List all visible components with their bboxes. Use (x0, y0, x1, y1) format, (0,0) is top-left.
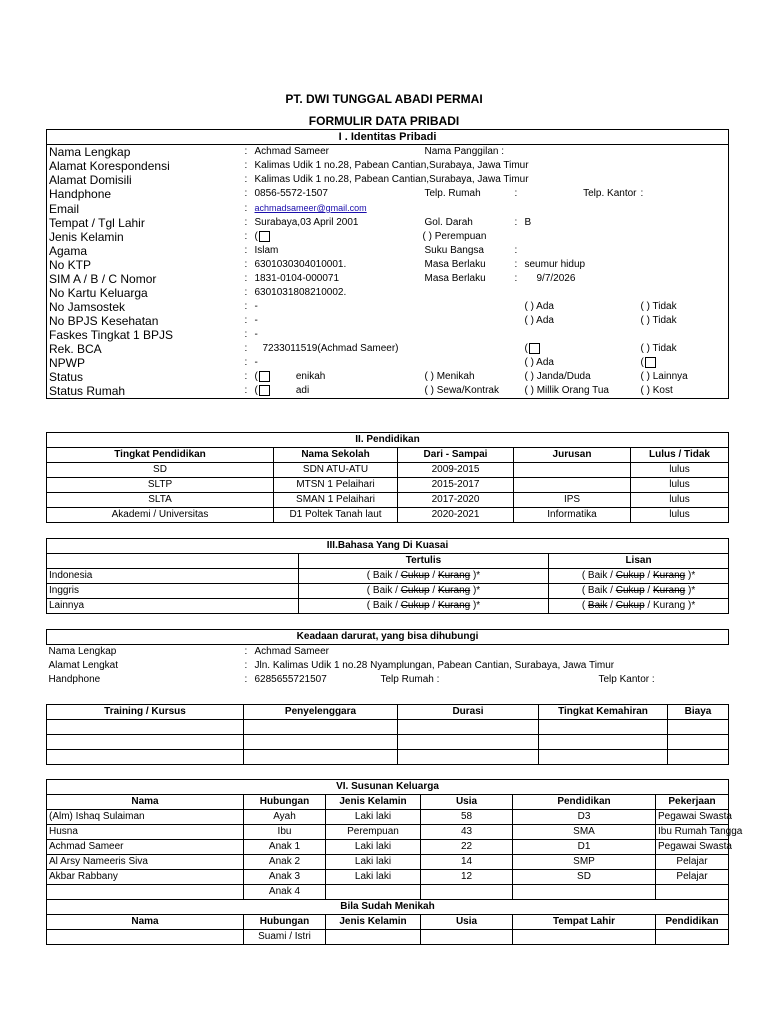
colon: : (640, 188, 644, 199)
edu-cell: Informatika (514, 508, 631, 523)
colon: : (244, 329, 248, 340)
masa-label: Masa Berlaku (424, 273, 486, 284)
family-cell: Pegawai Swasta (656, 840, 729, 855)
identity-table (46, 129, 729, 399)
belum-menikah-text: enikah (295, 371, 326, 382)
family-cell: Laki laki (326, 870, 421, 885)
family-cell (421, 885, 513, 900)
npwp-value[interactable]: - (254, 357, 258, 368)
education-table (46, 432, 729, 523)
table-row[interactable] (47, 720, 729, 735)
language-header: III.Bahasa Yang Di Kuasai (47, 539, 729, 554)
emergency-header: Keadaan darurat, yang bisa dihubungi (47, 630, 729, 645)
colon: : (514, 188, 518, 199)
email-label: Email (49, 201, 80, 216)
table-row[interactable] (47, 750, 729, 765)
family-cell: SMA (513, 825, 656, 840)
table-row (47, 478, 729, 493)
edu-col-lulus: Lulus / Tidak (631, 448, 729, 463)
family-col-pekerjaan: Pekerjaan (656, 795, 729, 810)
sewa-option[interactable]: ( ) Sewa/Kontrak (424, 385, 499, 396)
table-row (47, 508, 729, 523)
married-cell: Suami / Istri (244, 930, 326, 945)
training-col-biaya: Biaya (668, 705, 729, 720)
edu-col-jurusan: Jurusan (514, 448, 631, 463)
korespondensi-label: Alamat Korespondensi (49, 159, 170, 173)
panggilan-label: Nama Panggilan : (424, 146, 504, 157)
family-cell: D3 (513, 810, 656, 825)
emergency-alamat-label: Alamat Lengkat (48, 660, 118, 671)
family-cell: Ibu (244, 825, 326, 840)
rumah-label: Status Rumah (49, 384, 126, 398)
colon: : (514, 273, 518, 284)
laki-checkbox[interactable] (259, 231, 270, 242)
family-cell: Ibu Rumah Tangga (656, 825, 729, 840)
family-cell: Husna (47, 825, 244, 840)
suku-label: Suku Bangsa (424, 245, 484, 256)
company-name: PT. DWI TUNGGAL ABADI PERMAI (285, 92, 483, 106)
language-name: Indonesia (47, 569, 299, 584)
table-row (47, 584, 729, 599)
colon: : (244, 231, 248, 242)
tertulis-header: Tertulis (299, 554, 549, 569)
ttl-value[interactable]: Surabaya,03 April 2001 (254, 217, 359, 228)
family-col-hubungan: Hubungan (244, 795, 326, 810)
family-cell: Achmad Sameer (47, 840, 244, 855)
colon: : (514, 245, 518, 256)
edu-cell: SDN ATU-ATU (274, 463, 398, 478)
language-name: Inggris (47, 584, 299, 599)
bca-ada-checkbox[interactable] (529, 343, 540, 354)
masa-label: Masa Berlaku (424, 259, 486, 270)
family-cell: Laki laki (326, 855, 421, 870)
training-table (46, 704, 729, 765)
edu-cell: lulus (631, 478, 729, 493)
kk-label: No Kartu Keluarga (49, 286, 148, 300)
colon: : (244, 188, 248, 199)
edu-col-tingkat: Tingkat Pendidikan (47, 448, 274, 463)
bpjs-ada[interactable]: ( ) Ada (524, 315, 554, 326)
edu-cell: 2009-2015 (398, 463, 514, 478)
form-title: FORMULIR DATA PRIBADI (308, 114, 460, 128)
jamsostek-tidak[interactable]: ( ) Tidak (640, 301, 677, 312)
janda-option[interactable]: ( ) Janda/Duda (524, 371, 591, 382)
lisan-rating[interactable]: ( Baik / Cukup / Kurang )* (549, 584, 729, 599)
colon: : (244, 660, 248, 671)
colon: : (244, 301, 248, 312)
family-table (46, 779, 743, 945)
colon: : (244, 245, 248, 256)
agama-value[interactable]: Islam (254, 245, 279, 256)
edu-cell: SMAN 1 Pelaihari (274, 493, 398, 508)
emergency-telp-kantor: Telp Kantor : (598, 674, 655, 685)
tertulis-rating[interactable]: ( Baik / Cukup / Kurang )* (299, 599, 549, 614)
identity-header: I . Identitas Pribadi (47, 130, 729, 145)
family-cell (47, 885, 244, 900)
married-col-hubungan: Hubungan (244, 915, 326, 930)
colon: : (244, 385, 248, 396)
training-col-kemahiran: Tingkat Kemahiran (539, 705, 668, 720)
emergency-telp-rumah: Telp Rumah : (380, 674, 440, 685)
family-cell: 14 (421, 855, 513, 870)
colon: : (514, 259, 518, 270)
colon: : (244, 646, 248, 657)
faskes-label: Faskes Tingkat 1 BPJS (49, 328, 174, 342)
family-cell: Pelajar (656, 870, 729, 885)
jk-label: Jenis Kelamin (49, 230, 124, 244)
milik-ortu-option[interactable]: ( ) Millik Orang Tua (524, 385, 609, 396)
edu-cell: lulus (631, 508, 729, 523)
telp-kantor-label: Telp. Kantor (583, 188, 637, 199)
tertulis-rating[interactable]: ( Baik / Cukup / Kurang )* (299, 569, 549, 584)
edu-cell (514, 478, 631, 493)
family-header: VI. Susunan Keluarga (47, 780, 729, 795)
colon: : (244, 315, 248, 326)
married-cell (656, 930, 729, 945)
edu-cell: SLTA (47, 493, 274, 508)
bca-value[interactable]: 7233011519(Achmad Sameer) (262, 343, 399, 354)
jamsostek-ada[interactable]: ( ) Ada (524, 301, 554, 312)
korespondensi-value[interactable]: Kalimas Udik 1 no.28, Pabean Cantian,Surabaya, Jawa Timur (254, 160, 529, 171)
family-cell: 43 (421, 825, 513, 840)
colon: : (244, 160, 248, 171)
edu-col-dari: Dari - Sampai (398, 448, 514, 463)
edu-cell: Akademi / Universitas (47, 508, 274, 523)
table-row (47, 825, 729, 840)
colon: : (244, 287, 248, 298)
menikah-option[interactable]: ( ) Menikah (424, 371, 475, 382)
edu-cell: MTSN 1 Pelaihari (274, 478, 398, 493)
table-row (47, 569, 729, 584)
married-col-usia: Usia (421, 915, 513, 930)
colon: : (244, 371, 248, 382)
married-col-tempat: Tempat Lahir (513, 915, 656, 930)
milik-pribadi-text: adi (295, 385, 310, 396)
paren: ( (524, 343, 528, 354)
colon: : (244, 357, 248, 368)
emergency-hp-value[interactable]: 6285655721507 (254, 674, 327, 685)
table-row (47, 599, 729, 614)
ktp-label: No KTP (49, 258, 92, 272)
bpjs-label: No BPJS Kesehatan (49, 314, 159, 328)
family-cell: Perempuan (326, 825, 421, 840)
family-cell: SD (513, 870, 656, 885)
table-row (47, 885, 729, 900)
edu-col-sekolah: Nama Sekolah (274, 448, 398, 463)
married-header: Bila Sudah Menikah (47, 900, 729, 915)
married-col-jk: Jenis Kelamin (326, 915, 421, 930)
ktp-value[interactable]: 6301030304010001. (254, 259, 347, 270)
colon: : (244, 273, 248, 284)
edu-cell: 2017-2020 (398, 493, 514, 508)
jamsostek-value[interactable]: - (254, 301, 258, 312)
family-cell: Akbar Rabbany (47, 870, 244, 885)
kost-option[interactable]: ( ) Kost (640, 385, 673, 396)
bca-tidak[interactable]: ( ) Tidak (640, 343, 677, 354)
edu-cell: SLTP (47, 478, 274, 493)
edu-cell: D1 Poltek Tanah laut (274, 508, 398, 523)
family-col-jk: Jenis Kelamin (326, 795, 421, 810)
language-table (46, 538, 729, 614)
npwp-ada[interactable]: ( ) Ada (524, 357, 554, 368)
npwp-tidak-checkbox[interactable] (645, 357, 656, 368)
perempuan-option[interactable]: ( ) Perempuan (422, 231, 487, 242)
ttl-label: Tempat / Tgl Lahir (49, 216, 145, 230)
status-label: Status (49, 370, 84, 384)
education-header: II. Pendidikan (47, 433, 729, 448)
family-cell: D1 (513, 840, 656, 855)
table-row (47, 870, 729, 885)
family-cell: Al Arsy Nameeris Siva (47, 855, 244, 870)
lisan-rating[interactable]: ( Baik / Cukup / Kurang )* (549, 599, 729, 614)
faskes-value[interactable]: - (254, 329, 258, 340)
table-row[interactable] (47, 735, 729, 750)
married-cell (326, 930, 421, 945)
bca-label: Rek. BCA (49, 342, 102, 356)
training-col-penyelenggara: Penyelenggara (244, 705, 398, 720)
emergency-nama-label: Nama Lengkap (48, 646, 117, 657)
family-cell: 12 (421, 870, 513, 885)
lisan-header: Lisan (549, 554, 729, 569)
family-cell: Anak 3 (244, 870, 326, 885)
colon: : (244, 174, 248, 185)
married-cell (513, 930, 656, 945)
family-cell: Anak 4 (244, 885, 326, 900)
family-cell: Pegawai Swasta (656, 810, 729, 825)
colon: : (244, 146, 248, 157)
edu-cell: 2015-2017 (398, 478, 514, 493)
jk-paren: ( (254, 231, 258, 242)
lisan-rating[interactable]: ( Baik / Cukup / Kurang )* (549, 569, 729, 584)
married-col-nama: Nama (47, 915, 244, 930)
emergency-nama-value[interactable]: Achmad Sameer (254, 646, 329, 657)
family-col-pendidikan: Pendidikan (513, 795, 656, 810)
table-row (47, 463, 729, 478)
training-col-durasi: Durasi (398, 705, 539, 720)
edu-cell (514, 463, 631, 478)
bpjs-tidak[interactable]: ( ) Tidak (640, 315, 677, 326)
sim-masa-value[interactable]: 9/7/2026 (536, 273, 576, 284)
milik-pribadi-checkbox[interactable] (259, 385, 270, 396)
edu-cell: SD (47, 463, 274, 478)
family-cell: Pelajar (656, 855, 729, 870)
ktp-masa-value[interactable]: seumur hidup (524, 259, 586, 270)
paren: ( (254, 385, 258, 396)
kk-value[interactable]: 6301031808210002. (254, 287, 347, 298)
family-cell (513, 885, 656, 900)
nama-value[interactable]: Achmad Sameer (254, 146, 329, 157)
sim-value[interactable]: 1831-0104-000071 (254, 273, 340, 284)
family-cell: Laki laki (326, 840, 421, 855)
married-cell (47, 930, 244, 945)
goldarah-value[interactable]: B (524, 217, 532, 228)
family-cell (326, 885, 421, 900)
edu-cell: IPS (514, 493, 631, 508)
jamsostek-label: No Jamsostek (49, 300, 126, 314)
language-name: Lainnya (47, 599, 299, 614)
emergency-table (46, 629, 729, 687)
npwp-label: NPWP (49, 356, 85, 370)
family-cell: Laki laki (326, 810, 421, 825)
hp-label: Handphone (49, 187, 112, 201)
colon: : (244, 343, 248, 354)
lainnya-option[interactable]: ( ) Lainnya (640, 371, 688, 382)
paren: ( (254, 371, 258, 382)
domisili-value[interactable]: Kalimas Udik 1 no.28, Pabean Cantian,Surabaya, Jawa Timur (254, 174, 529, 185)
family-cell: 22 (421, 840, 513, 855)
family-cell (656, 885, 729, 900)
telp-rumah-label: Telp. Rumah (424, 188, 481, 199)
nama-label: Nama Lengkap (49, 145, 131, 159)
married-cell (421, 930, 513, 945)
table-row (47, 840, 729, 855)
colon: : (244, 674, 248, 685)
paren: ( (640, 357, 644, 368)
family-cell: (Alm) Ishaq Sulaiman (47, 810, 244, 825)
family-cell: Ayah (244, 810, 326, 825)
colon: : (514, 217, 518, 228)
table-row (47, 930, 729, 945)
colon: : (244, 217, 248, 228)
sim-label: SIM A / B / C Nomor (49, 272, 157, 286)
family-cell: SMP (513, 855, 656, 870)
family-cell: Anak 2 (244, 855, 326, 870)
family-cell: Anak 1 (244, 840, 326, 855)
bpjs-value[interactable]: - (254, 315, 258, 326)
edu-cell: 2020-2021 (398, 508, 514, 523)
edu-cell: lulus (631, 463, 729, 478)
training-col-kursus: Training / Kursus (47, 705, 244, 720)
email-link[interactable]: achmadsameer@gmail.com (254, 203, 367, 213)
married-col-pendidikan: Pendidikan (656, 915, 729, 930)
table-row (47, 493, 729, 508)
table-row (47, 810, 729, 825)
family-cell: 58 (421, 810, 513, 825)
tertulis-rating[interactable]: ( Baik / Cukup / Kurang )* (299, 584, 549, 599)
domisili-label: Alamat Domisili (49, 173, 132, 187)
emergency-hp-label: Handphone (48, 674, 101, 685)
family-col-nama: Nama (47, 795, 244, 810)
colon: : (244, 259, 248, 270)
agama-label: Agama (49, 244, 88, 258)
belum-menikah-checkbox[interactable] (259, 371, 270, 382)
table-row (47, 855, 729, 870)
emergency-alamat-value[interactable]: Jln. Kalimas Udik 1 no.28 Nyamplungan, Pabean Cantian, Surabaya, Jawa Timur (254, 660, 615, 671)
colon: : (244, 202, 248, 214)
goldarah-label: Gol. Darah (424, 217, 473, 228)
hp-value[interactable]: 0856-5572-1507 (254, 188, 328, 199)
family-col-usia: Usia (421, 795, 513, 810)
edu-cell: lulus (631, 493, 729, 508)
